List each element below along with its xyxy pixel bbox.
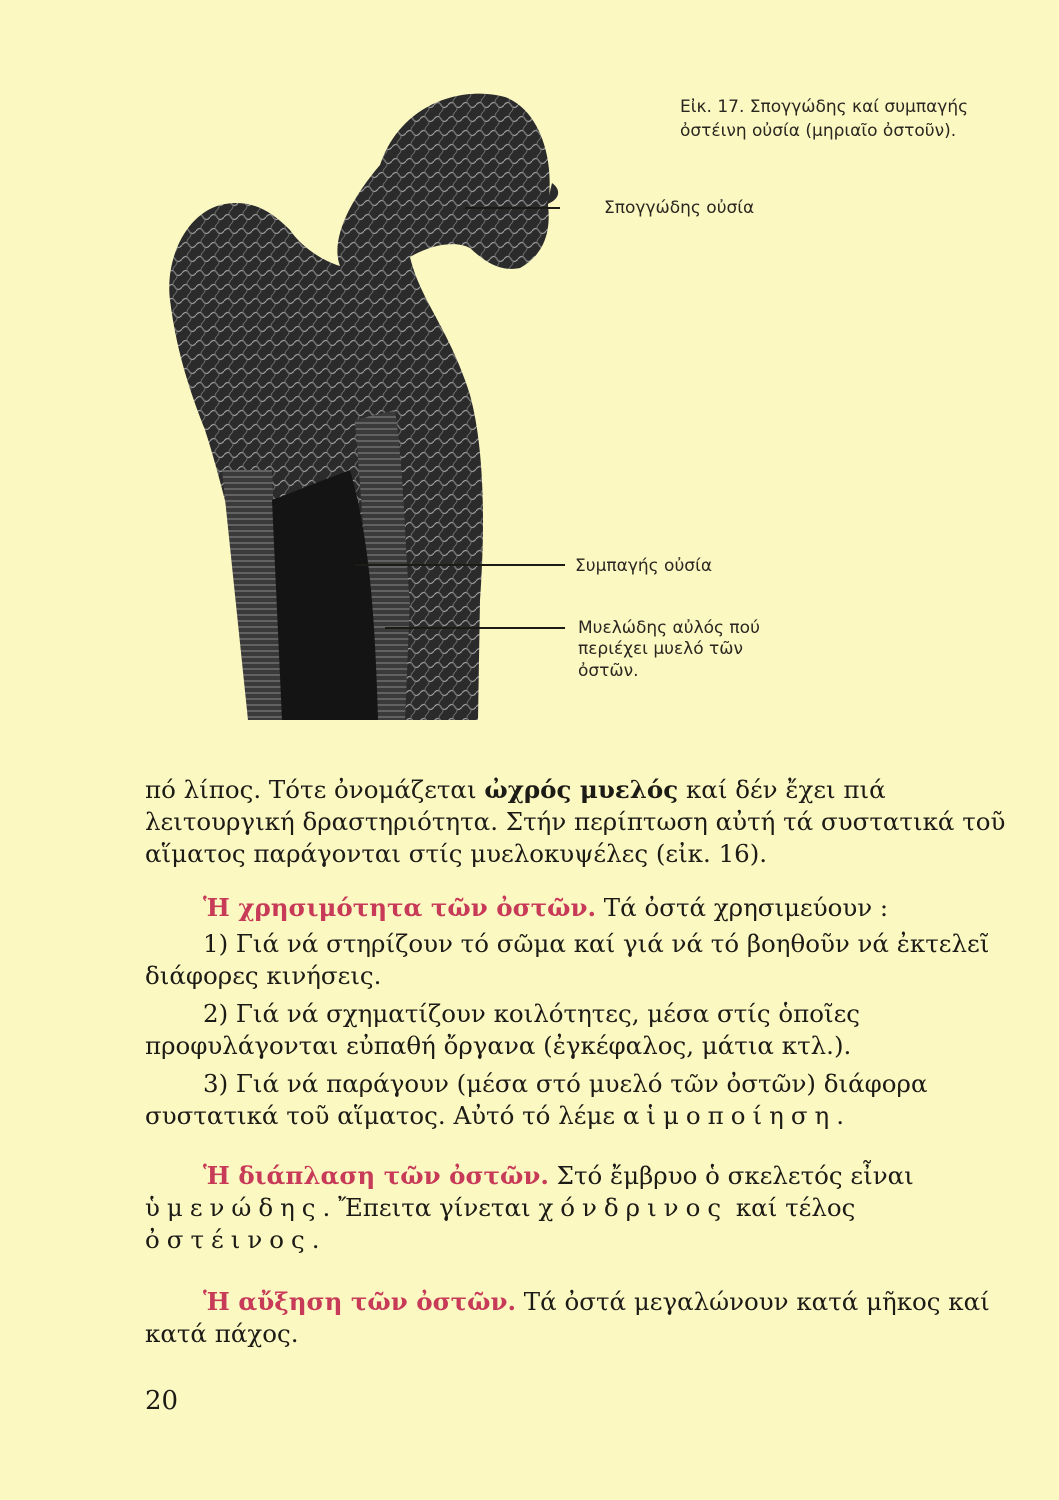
formation-heading: Ἡ διάπλαση τῶν ὀστῶν. xyxy=(203,1161,549,1190)
formation-text-b: . Ἔπειτα γίνεται xyxy=(322,1193,539,1222)
formation-text-c: καί τέλος xyxy=(728,1193,856,1222)
membranous-term: ὑμενώδης xyxy=(145,1193,323,1222)
growth-paragraph xyxy=(145,1286,1007,1350)
spongy-substance-label: Σπογγώδης οὐσία xyxy=(604,198,755,218)
body-text xyxy=(145,774,1007,1350)
item3-text: 3) Γιά νά παράγουν (μέσα στό μυελό τῶν ὀστῶν) διάφορα συστατικά τοῦ αἵματος. Αὐτό τό λέμε xyxy=(145,1069,928,1130)
page-number: 20 xyxy=(145,1386,179,1416)
bony-term: ὀστέινος xyxy=(145,1225,312,1254)
medullary-cavity-label: Μυελώδης αὐλός πού περιέχει μυελό τῶν ὀστῶν. xyxy=(578,618,760,681)
usefulness-intro: Τά ὀστά χρησιμεύουν : xyxy=(596,893,889,922)
figure-caption: Εἰκ. 17. Σπογγώδης καί συμπαγής ὀστέινη οὐσία (μηριαῖο ὀστοῦν). xyxy=(680,97,969,141)
formation-end: . xyxy=(311,1225,320,1254)
cartilaginous-term: χόνδρινος xyxy=(538,1193,729,1222)
formation-paragraph xyxy=(145,1160,1007,1256)
list-item xyxy=(145,1068,1007,1132)
growth-text: Τά ὀστά μεγαλώνουν κατά μῆκος καί κατά πάχος. xyxy=(145,1287,990,1348)
list-item: 2) Γιά νά σχηματίζουν κοιλότητες, μέσα στίς ὁποῖες προφυλάγονται εὐπαθή ὄργανα (ἐγκέφαλος, μάτια κτλ.). xyxy=(145,999,860,1060)
paragraph-continuation xyxy=(145,774,1007,870)
p1-rest: καί δέν ἔχει πιά λειτουργική δραστηριότητα. Στήν περίπτωση αὐτή τά συστατικά τοῦ αἵματος παράγονται στίς μυελοκυψέλες (εἰκ. 16). xyxy=(145,775,1006,868)
usefulness-heading: Ἡ χρησιμότητα τῶν ὀστῶν. xyxy=(203,893,597,922)
compact-substance-label: Συμπαγής οὐσία xyxy=(575,556,713,576)
hematopoiesis-term: αἱμοποίηση xyxy=(622,1101,837,1130)
list-item: 1) Γιά νά στηρίζουν τό σῶμα καί γιά νά τό βοηθοῦν νά ἐκτελεῖ διάφορες κινήσεις. xyxy=(145,929,990,990)
p1-text: πό λίπος. Τότε ὀνομάζεται xyxy=(145,775,485,804)
usefulness-paragraph xyxy=(145,892,1007,924)
yellow-marrow-term: ὠχρός μυελός xyxy=(484,775,679,804)
growth-heading: Ἡ αὔξηση τῶν ὀστῶν. xyxy=(203,1287,517,1316)
item3-end: . xyxy=(836,1101,845,1130)
formation-text-a: Στό ἔμβρυο ὁ σκελετός εἶναι xyxy=(548,1161,914,1190)
